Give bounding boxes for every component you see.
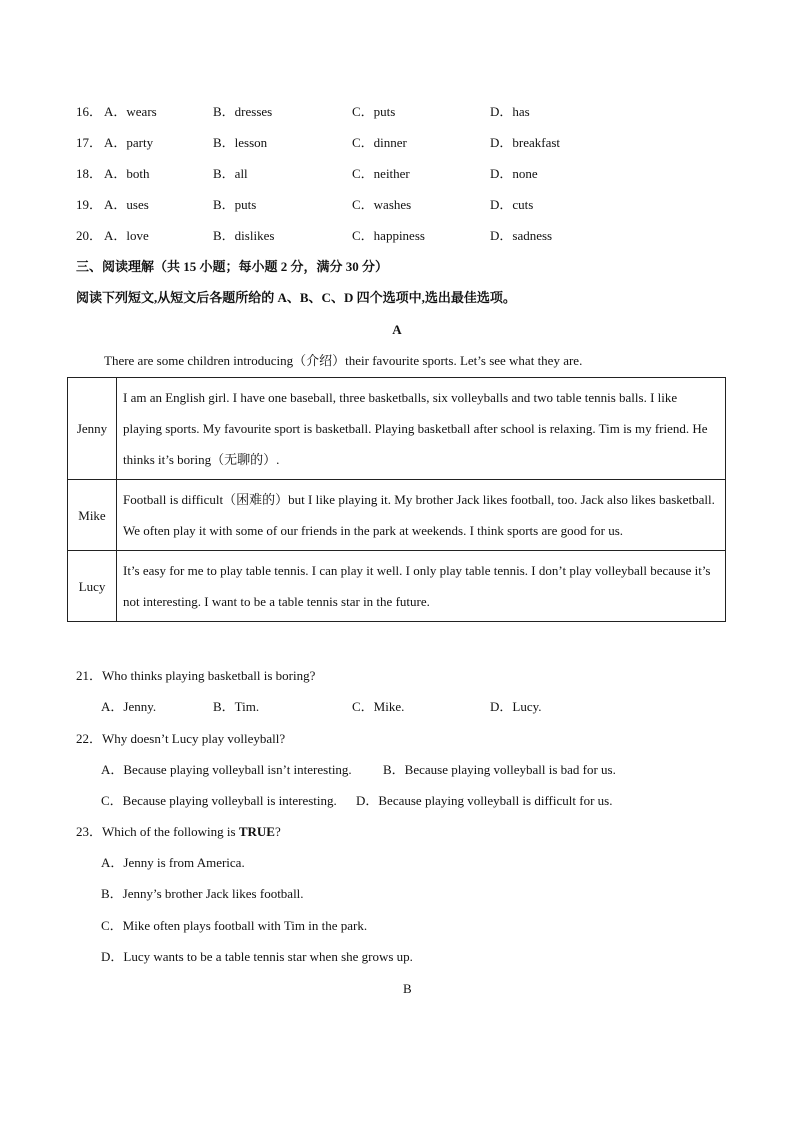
question-23-stem: [76, 824, 281, 840]
option-d: D．breakfast: [490, 135, 561, 150]
q22-option-a: A．Because playing volleyball isn’t interesting.: [101, 762, 352, 777]
q22-option-d: D．Because playing volleyball is difficult for us.: [356, 793, 613, 808]
sports-table: [67, 377, 726, 622]
question-number: 18．: [76, 166, 103, 181]
question-number: 17．: [76, 135, 103, 150]
table-row: [68, 378, 726, 480]
q21-option-b: B．Tim.: [213, 699, 260, 714]
passage-a-intro: There are some children introducing（介绍）their favourite sports. Let’s see what they are.: [104, 353, 583, 368]
child-description: Football is difficult（困难的）but I like playing it. My brother Jack likes football, too. Jack also likes basketball. We often play it with some of our friends in the park at weekends. I think sports are good for us.: [117, 480, 726, 551]
option-a: A．both: [104, 166, 150, 181]
option-b: B．all: [213, 166, 248, 181]
q23-option-b: B．Jenny’s brother Jack likes football.: [101, 886, 304, 901]
question-23-stem-prefix: 23．Which of the following is: [76, 824, 239, 839]
q22-option-b: B．Because playing volleyball is bad for us.: [383, 762, 616, 777]
q22-option-c: C．Because playing volleyball is interesting.: [101, 793, 337, 808]
question-number: 19．: [76, 197, 103, 212]
option-a: A．party: [104, 135, 154, 150]
option-c: C．neither: [352, 166, 410, 181]
question-21-stem: 21．Who thinks playing basketball is boring?: [76, 668, 316, 683]
section-heading: 三、阅读理解（共 15 小题；每小题 2 分，满分 30 分）: [76, 259, 389, 274]
passage-a-label: A: [392, 322, 402, 337]
question-22-stem: 22．Why doesn’t Lucy play volleyball?: [76, 731, 286, 746]
passage-b-label: B: [403, 981, 412, 996]
option-b: B．lesson: [213, 135, 268, 150]
option-a: A．love: [104, 228, 149, 243]
option-b: B．puts: [213, 197, 257, 212]
option-b: B．dislikes: [213, 228, 275, 243]
table-row: [68, 480, 726, 551]
q23-option-d: D．Lucy wants to be a table tennis star when she grows up.: [101, 949, 413, 964]
section-instruction: 阅读下列短文,从短文后各题所给的 A、B、C、D 四个选项中,选出最佳选项。: [76, 290, 516, 305]
q21-option-a: A．Jenny.: [101, 699, 157, 714]
question-number: 16．: [76, 104, 103, 119]
q23-option-c: C．Mike often plays football with Tim in the park.: [101, 918, 368, 933]
option-c: C．dinner: [352, 135, 407, 150]
option-a: A．wears: [104, 104, 157, 119]
child-description: It’s easy for me to play table tennis. I can play it well. I only play table tennis. I don’t play volleyball because it’s not interesting. I want to be a table tennis star in the future.: [117, 551, 726, 622]
option-d: D．cuts: [490, 197, 534, 212]
q23-option-a: A．Jenny is from America.: [101, 855, 245, 870]
option-c: C．happiness: [352, 228, 425, 243]
child-name: Mike: [68, 480, 117, 551]
option-a: A．uses: [104, 197, 149, 212]
q21-option-c: C．Mike.: [352, 699, 405, 714]
question-number: 20．: [76, 228, 103, 243]
option-d: D．sadness: [490, 228, 553, 243]
question-23-stem-suffix: ?: [274, 824, 281, 839]
child-name: Lucy: [68, 551, 117, 622]
option-c: C．puts: [352, 104, 396, 119]
child-description: I am an English girl. I have one baseball, three basketballs, six volleyballs and two table tennis balls. I like playing sports. My favourite sport is basketball. Playing basketball after school is relaxing. Tim is my friend. He thinks it’s boring（无聊的）.: [117, 378, 726, 480]
table-row: [68, 551, 726, 622]
option-d: D．has: [490, 104, 530, 119]
question-23-stem-emphasis: TRUE: [238, 824, 275, 839]
option-c: C．washes: [352, 197, 412, 212]
child-name: Jenny: [68, 378, 117, 480]
option-b: B．dresses: [213, 104, 273, 119]
option-d: D．none: [490, 166, 538, 181]
q21-option-d: D．Lucy.: [490, 699, 542, 714]
